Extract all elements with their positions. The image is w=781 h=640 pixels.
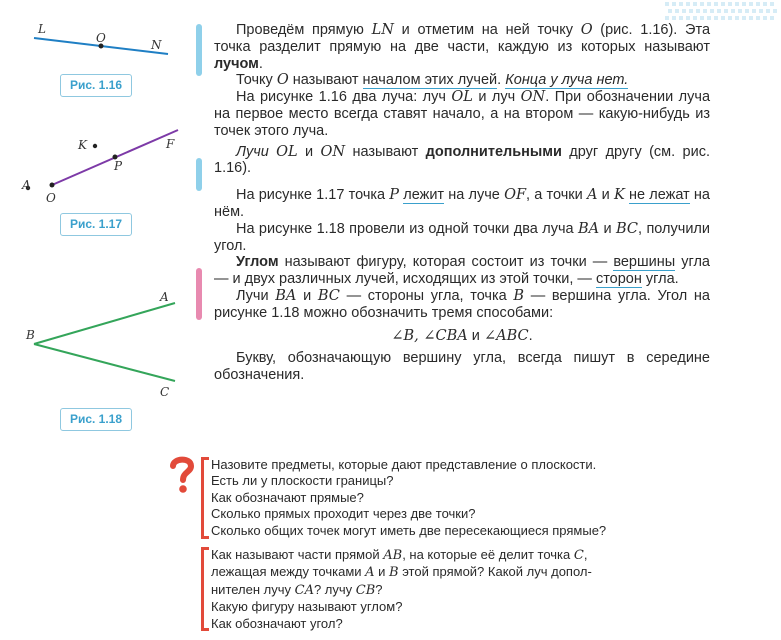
corner-dot: [731, 9, 735, 13]
point-label-C3: C: [160, 385, 170, 399]
corner-dot: [665, 16, 669, 20]
paragraph-angle-definition: Углом называют фигуру, которая состоит из точки — вершины угла — и двух различных лучей, исходящих из этой точки, — сторон угла.: [214, 254, 710, 288]
point-label-P: P: [114, 159, 123, 173]
corner-dot: [728, 2, 732, 6]
corner-dot: [717, 9, 721, 13]
corner-dot: [735, 2, 739, 6]
corner-dot: [682, 9, 686, 13]
figure-caption-1-16: Рис. 1.16: [60, 74, 132, 97]
corner-dot: [714, 2, 718, 6]
corner-dot: [686, 16, 690, 20]
point-O-dot: [50, 183, 55, 188]
question-item: Как обозначают угол?: [211, 615, 343, 631]
figure-caption-1-17: Рис. 1.17: [60, 213, 132, 236]
corner-dot: [686, 2, 690, 6]
questions-group-1-bar: [201, 457, 204, 539]
point-label-N: N: [151, 38, 162, 52]
question-item: Назовите предметы, которые дают представление о плоскости.: [211, 457, 597, 472]
questions-group-1-tick-top: [201, 457, 209, 460]
corner-dot: [693, 16, 697, 20]
question-item: Есть ли у плоскости границы?: [211, 473, 394, 489]
figure-caption-1-18: Рис. 1.18: [60, 408, 132, 431]
corner-dot: [721, 16, 725, 20]
main-text: [214, 22, 710, 384]
corner-dot: [724, 9, 728, 13]
corner-dot: [700, 2, 704, 6]
questions-group-2-tick-top: [201, 547, 209, 550]
question-mark-icon: [167, 455, 197, 495]
point-label-A3: A: [160, 290, 169, 304]
point-label-B3: B: [26, 328, 35, 342]
point-label-L: L: [38, 22, 46, 36]
corner-dot: [721, 2, 725, 6]
question-line: Как называют части прямой AB, на которые её делит точка C,: [211, 547, 588, 563]
corner-dot: [710, 9, 714, 13]
corner-dot: [696, 9, 700, 13]
corner-dot: [714, 16, 718, 20]
corner-dot: [763, 16, 767, 20]
paragraph-complementary-rays: Лучи OL и ON называют дополнительными друг другу (см. рис. 1.16).: [214, 143, 710, 177]
corner-dot: [668, 9, 672, 13]
figure-1-18: [25, 295, 185, 390]
corner-dot: [749, 16, 753, 20]
corner-dot: [738, 9, 742, 13]
corner-dot: [665, 2, 669, 6]
figure-1-17: [20, 122, 185, 202]
ray-BA: [34, 303, 175, 344]
corner-dot: [679, 16, 683, 20]
corner-dot: [689, 9, 693, 13]
point-label-O2: O: [46, 191, 56, 205]
definition-marker-ray: [196, 24, 202, 76]
corner-dot: [770, 16, 774, 20]
questions-group-1-tick-bottom: [201, 536, 209, 539]
corner-dot: [703, 9, 707, 13]
point-label-O: O: [96, 31, 106, 45]
corner-dot: [763, 2, 767, 6]
corner-dot: [756, 2, 760, 6]
corner-dot: [752, 9, 756, 13]
corner-dot: [742, 2, 746, 6]
corner-dot: [679, 2, 683, 6]
paragraph-ray-origin: Точку O называют началом этих лучей. Конца у луча нет.: [236, 72, 629, 89]
corner-dot: [672, 2, 676, 6]
question-line: нителен лучу CA? лучу CB?: [211, 581, 383, 598]
question-item: Какую фигуру называют углом?: [211, 599, 403, 615]
corner-dot: [745, 9, 749, 13]
corner-dot: [756, 16, 760, 20]
corner-dot-pattern: [661, 0, 781, 22]
angle-notation-formula: ∠B, ∠CBA и ∠ABC.: [391, 327, 533, 344]
corner-dot: [770, 2, 774, 6]
paragraph-vertex-rule: Букву, обозначающую вершину угла, всегда пишут в середине обозначения.: [214, 350, 710, 384]
corner-dot: [675, 9, 679, 13]
corner-dot: [728, 16, 732, 20]
corner-dot: [749, 2, 753, 6]
ray-BC: [34, 344, 175, 381]
point-K-dot: [93, 144, 97, 148]
question-item: Сколько прямых проходит через две точки?: [211, 506, 476, 522]
point-label-F: F: [166, 137, 175, 151]
definition-marker-complementary: [196, 158, 202, 191]
question-item: Как обозначают прямые?: [211, 489, 364, 505]
corner-dot: [766, 9, 770, 13]
questions-group-2-tick-bottom: [201, 628, 209, 631]
corner-dot: [742, 16, 746, 20]
corner-dot: [707, 2, 711, 6]
paragraph-figure-1-17: На рисунке 1.17 точка P лежит на луче OF, а точки A и K не лежат на нём.: [214, 187, 710, 220]
corner-dot: [707, 16, 711, 20]
point-label-A: A: [22, 178, 31, 192]
corner-dot: [759, 9, 763, 13]
corner-dot: [700, 16, 704, 20]
definition-marker-angle: [196, 268, 202, 320]
corner-dot: [693, 2, 697, 6]
questions-group-2-bar: [201, 547, 204, 631]
paragraph-ray-notation: На рисунке 1.16 два луча: луч OL и луч ON. При обозначении луча на первое место всегда ставят начало, а на втором — какую-нибудь из точек этого луча.: [214, 89, 711, 139]
corner-dot: [672, 16, 676, 20]
question-line: лежащая между точками A и B этой прямой? Какой луч допол-: [211, 564, 592, 581]
corner-dot: [773, 9, 777, 13]
corner-dot: [735, 16, 739, 20]
paragraph-ray-definition: Проведём прямую LN и отметим на ней точку O (рис. 1.16). Эта точка разделит прямую на две части, каждую из которых называют лучом.: [214, 22, 711, 72]
paragraph-angle-sides: Лучи BA и BC — стороны угла, точка B — вершина угла. Угол на рисунке 1.18 можно обозначить тремя способами:: [214, 287, 710, 321]
point-label-K: K: [78, 138, 87, 152]
questions-group-2: [211, 547, 592, 632]
questions-group-1: [211, 457, 606, 539]
paragraph-figure-1-18: На рисунке 1.18 провели из одной точки два луча BA и BC, получили угол.: [214, 220, 710, 254]
question-item: Сколько общих точек могут иметь две пересекающиеся прямые?: [211, 522, 607, 538]
